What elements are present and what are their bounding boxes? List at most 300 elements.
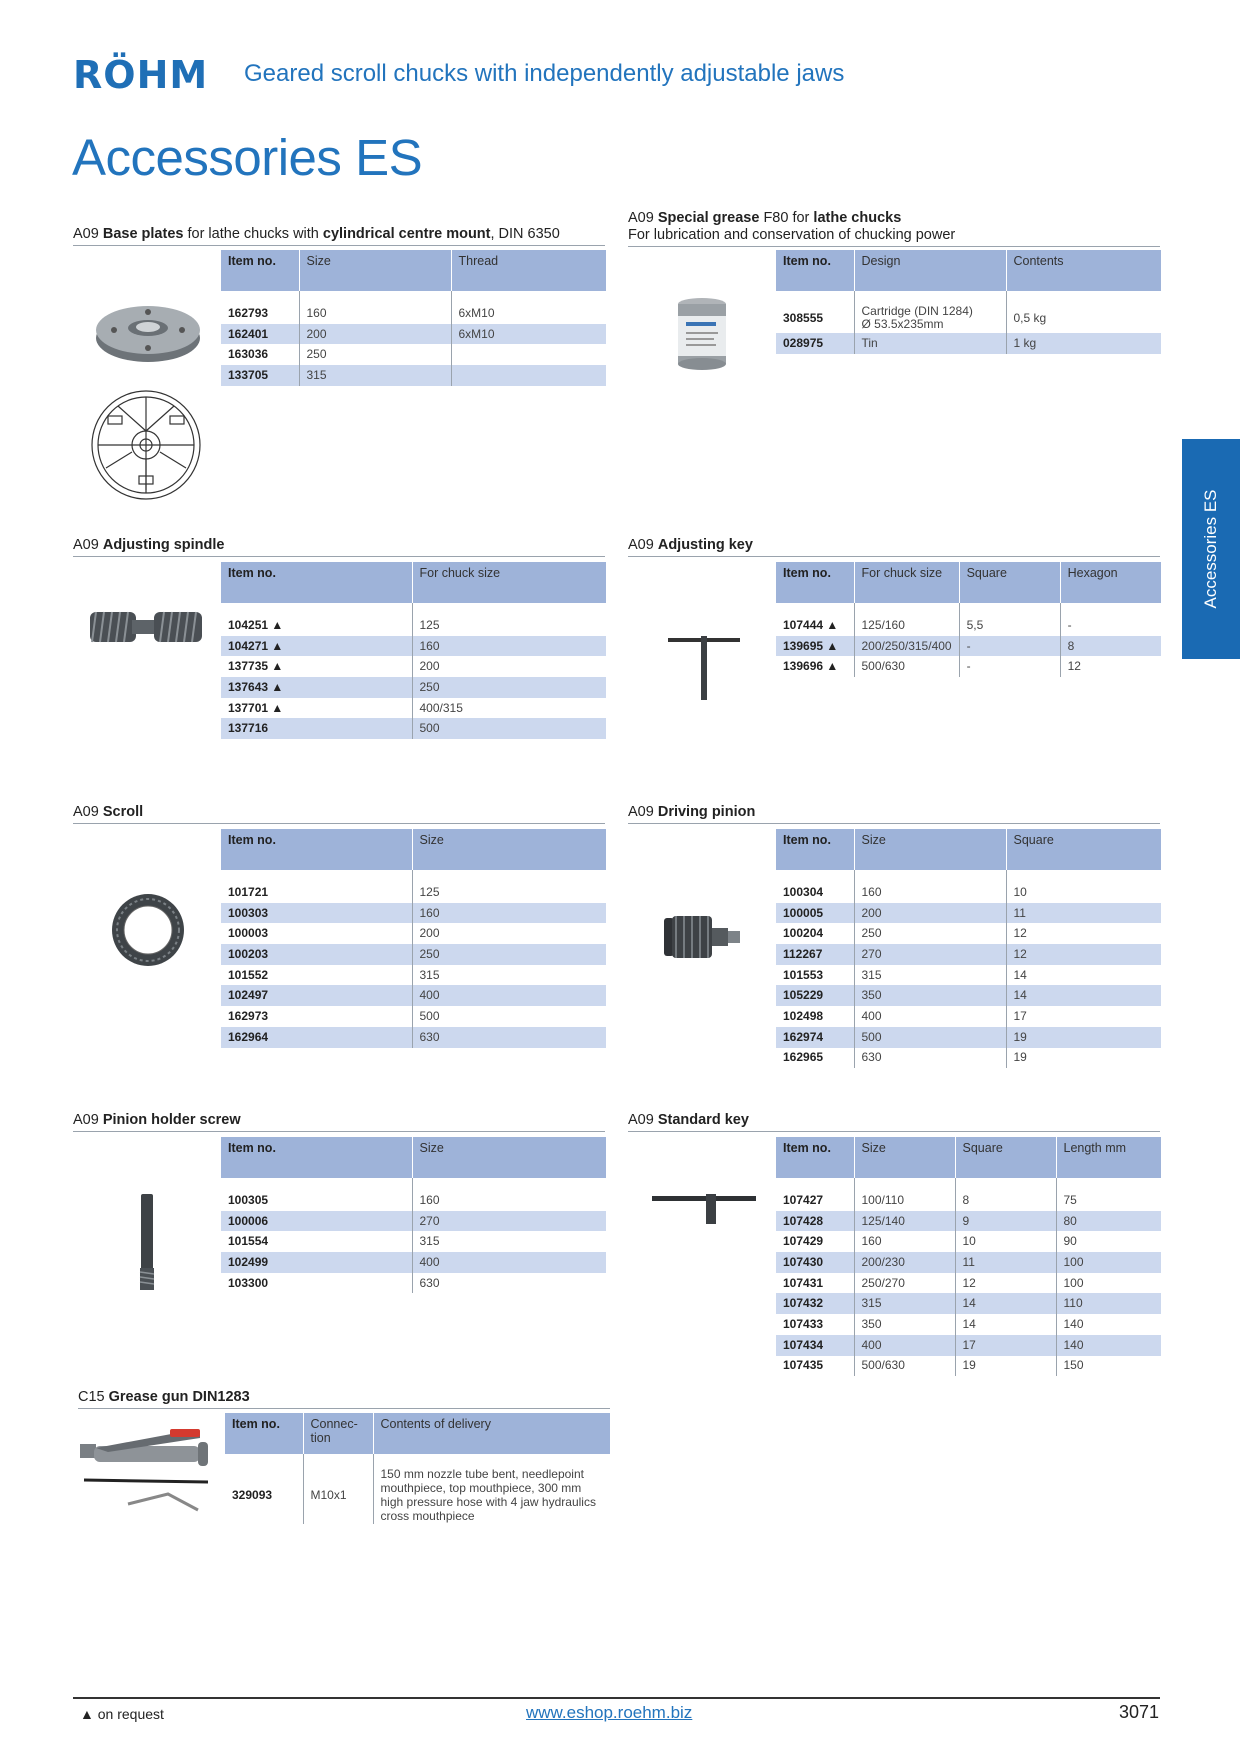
table-row [221,944,606,965]
table-cell: 500 [412,1006,606,1027]
roehm-logo [73,54,208,96]
table-row [776,1335,1161,1356]
table-cell: 100 [1056,1273,1161,1294]
col-size: Size [412,1137,606,1178]
table-header [221,250,606,291]
table-cell: 107434 [776,1335,854,1356]
table-row [221,870,606,882]
col-square: Square [955,1137,1056,1178]
section-standard-key [628,1112,1160,1132]
table-cell: 028975 [776,333,854,354]
section-title [628,1112,1160,1129]
table-row [776,965,1161,986]
section-grease-gun [78,1389,610,1409]
section-adjusting-key [628,537,1160,557]
table-cell: - [959,656,1060,677]
side-tab[interactable] [1182,439,1240,659]
holder-screw-image [138,1192,156,1294]
section-title-part: A09 [628,1112,654,1128]
section-special-grease [628,210,1160,247]
table-row [776,870,1161,882]
col-size: Size [299,250,451,291]
table-cell: 329093 [232,1487,273,1502]
table-row [776,882,1161,903]
table-row [221,985,606,1006]
table-cell: 17 [955,1335,1056,1356]
table-cell: 162964 [221,1027,412,1048]
table-row [221,324,606,345]
section-base-plates [73,226,605,246]
table-cell: 200 [412,656,606,677]
table-row [221,677,606,698]
table-cell: 5,5 [959,615,1060,636]
footer-rule [73,1697,1160,1699]
table-cell [221,1178,412,1190]
table-row [221,303,606,324]
table-cell: 11 [955,1252,1056,1273]
table-cell: 315 [854,965,1006,986]
adjusting-key-image [666,632,742,702]
table-header [221,1137,606,1178]
table-cell [221,870,412,882]
table-row [776,1006,1161,1027]
table-cell: 125/140 [854,1211,955,1232]
table-cell: 308555 [783,310,824,325]
table-row [776,1178,1161,1190]
section-title-part: Adjusting spindle [102,537,225,553]
table-row [776,333,1161,354]
col-square: Square [959,562,1060,603]
table-header [776,1137,1161,1178]
table-cell: - [1060,615,1161,636]
table-cell [1006,291,1161,303]
section-title-part: A09 [73,226,99,242]
section-rule [628,246,1160,247]
table-row [776,603,1161,615]
table-cell: 103300 [228,1275,269,1290]
table-cell: 630 [412,1027,606,1048]
grease-gun-image [78,1428,218,1514]
table-cell: 315 [854,1293,955,1314]
table-cell [451,291,606,303]
table-header [221,829,606,870]
table-grease-gun [225,1413,610,1524]
table-row [221,1252,606,1273]
scroll-image [110,892,186,968]
table-cell: 107444 ▲ [783,617,839,632]
table-cell: 100/110 [854,1190,955,1211]
table-cell: 137643 ▲ [221,677,412,698]
table-cell: 112267 [776,944,854,965]
section-rule [628,1131,1160,1132]
table-cell: 14 [1006,985,1161,1006]
table-cell: 160 [854,1231,955,1252]
table-row [776,1293,1161,1314]
table-cell [959,603,1060,615]
on-request-note: ▲ on request [80,1706,164,1722]
table-row [221,1178,606,1190]
section-scroll [73,804,605,824]
section-title-part: A09 [628,537,654,553]
col-chuck-size: For chuck size [412,562,606,603]
table-cell [1060,603,1161,615]
standard-key-image [650,1188,760,1228]
col-thread: Thread [451,250,606,291]
eshop-link[interactable]: www.eshop.roehm.biz [526,1703,693,1722]
table-cell: 100005 [776,903,854,924]
table-cell: 19 [1006,1027,1161,1048]
base-plate-drawing [88,386,204,504]
table-header [221,562,606,603]
table-cell: 107427 [783,1192,824,1207]
table-row [776,291,1161,303]
table-cell: Tin [854,333,1006,354]
table-cell: 11 [1006,903,1161,924]
section-title-part: C15 [78,1389,105,1405]
table-header [776,250,1161,291]
table-cell: 250 [412,677,606,698]
table-cell: 105229 [776,985,854,1006]
table-cell: 250 [412,944,606,965]
table-cell: 12 [1060,656,1161,677]
table-cell [221,291,299,303]
table-header [776,829,1161,870]
table-cell: 125 [412,882,606,903]
table-cell: 400/315 [412,698,606,719]
table-header [225,1413,610,1454]
table-cell: 250 [854,923,1006,944]
table-header [776,562,1161,603]
table-row [221,698,606,719]
section-title [628,537,1160,554]
table-cell: Cartridge (DIN 1284) Ø 53.5x235mm [854,303,1006,333]
table-row [221,718,606,739]
page-title: Accessories ES [72,129,423,186]
table-cell: 75 [1056,1190,1161,1211]
table-cell: 125/160 [854,615,959,636]
page-number: 3071 [1119,1702,1160,1722]
col-square: Square [1006,829,1161,870]
section-title-part: A09 [628,804,654,820]
table-cell: 630 [854,1048,1006,1069]
table-cell: 12 [1006,923,1161,944]
col-item-no: Item no. [776,829,854,870]
table-cell: 80 [1056,1211,1161,1232]
pinion-image [662,912,744,962]
table-cell: 400 [412,1252,606,1273]
table-cell [955,1178,1056,1190]
table-cell: 139696 ▲ [783,659,839,674]
table-cell [854,291,1006,303]
section-title-part: Scroll [102,804,144,820]
table-cell: 200 [854,903,1006,924]
section-title-part: Grease gun DIN1283 [108,1389,250,1405]
table-cell: 104251 ▲ [228,617,284,632]
table-cell: 270 [854,944,1006,965]
section-title-part: Standard key [657,1112,749,1128]
table-cell: 162965 [783,1050,824,1065]
section-title [78,1389,610,1406]
section-title [73,226,605,243]
table-cell: 100303 [221,903,412,924]
section-title-part: Base plates [102,226,184,242]
brand-wordmark: RÖHM [73,53,209,97]
table-standard-key [776,1137,1161,1376]
table-cell: 107429 [783,1234,824,1249]
table-cell [854,870,1006,882]
table-cell: 125 [412,615,606,636]
table-cell: 6xM10 [451,324,606,345]
table-adjusting-spindle [221,562,606,739]
table-cell: 102498 [783,1008,824,1023]
table-cell: 133705 [221,365,299,386]
col-chuck-size: For chuck size [854,562,959,603]
col-item-no: Item no. [221,562,412,603]
table-cell: 400 [412,985,606,1006]
col-hexagon: Hexagon [1060,562,1161,603]
table-cell: 350 [854,985,1006,1006]
table-pinion-holder-screw [221,1137,606,1293]
table-cell: 14 [955,1293,1056,1314]
table-cell: 100203 [221,944,412,965]
table-cell: 101553 [783,967,824,982]
section-pinion-holder-screw [73,1112,605,1132]
table-cell: 160 [412,636,606,657]
table-cell: 137701 ▲ [228,700,284,715]
section-title [73,1112,605,1129]
table-row [776,303,1161,333]
col-item-no: Item no. [221,829,412,870]
table-row [221,1231,606,1252]
table-row [221,882,606,903]
table-cell: 19 [955,1356,1056,1377]
section-description: For lubrication and conservation of chucking power [628,227,956,243]
table-special-grease [776,250,1161,354]
table-row [776,903,1161,924]
table-cell [776,603,854,615]
table-cell: 270 [412,1211,606,1232]
table-cell [776,870,854,882]
section-rule [73,823,605,824]
table-cell: 400 [854,1006,1006,1027]
section-adjusting-spindle [73,537,605,557]
table-cell: 150 mm nozzle tube bent, needlepoint mouthpiece, top mouthpiece, 300 mm high pressure hose with 4 jaw hydraulics cross mouthpiece [373,1466,610,1524]
table-cell: 315 [299,365,451,386]
table-cell: 100305 [228,1192,269,1207]
table-row [776,1027,1161,1048]
table-row [221,903,606,924]
table-adjusting-key [776,562,1161,677]
col-connection: Connec- tion [303,1413,373,1454]
section-title [73,804,605,821]
side-tab-label: Accessories ES [1201,489,1220,609]
table-cell: 17 [1006,1006,1161,1027]
table-cell: 107428 [776,1211,854,1232]
table-row [776,1273,1161,1294]
table-cell: 19 [1006,1048,1161,1069]
table-cell: 140 [1056,1335,1161,1356]
table-cell [299,291,451,303]
table-cell: 140 [1056,1314,1161,1335]
section-title [73,537,605,554]
section-rule [628,556,1160,557]
table-cell: 104271 ▲ [221,636,412,657]
table-cell [854,603,959,615]
section-title-part: cylindrical centre mount [322,226,491,242]
table-cell: 100304 [783,884,824,899]
table-cell: 107430 [776,1252,854,1273]
table-cell: 101721 [228,884,269,899]
table-cell: 100003 [228,926,269,941]
col-item-no: Item no. [221,250,299,291]
section-rule [73,556,605,557]
base-plate-image [92,292,204,372]
table-row [776,944,1161,965]
table-row [221,344,606,365]
table-cell: 137735 ▲ [228,659,284,674]
table-cell: 9 [955,1211,1056,1232]
table-row [776,656,1161,677]
table-cell: 630 [412,1273,606,1294]
table-cell: 107431 [783,1275,824,1290]
table-cell [776,291,854,303]
table-row [221,365,606,386]
table-cell: 139695 ▲ [776,636,854,657]
table-row [776,1252,1161,1273]
table-row [776,985,1161,1006]
table-cell: 107435 [783,1358,824,1373]
col-design: Design [854,250,1006,291]
table-cell: 12 [955,1273,1056,1294]
table-row [221,291,606,303]
table-cell: 160 [299,303,451,324]
table-cell: 163036 [228,347,269,362]
table-row [776,923,1161,944]
col-item-no: Item no. [776,250,854,291]
table-cell: 162793 [228,305,269,320]
section-rule [78,1408,610,1409]
table-row [221,603,606,615]
table-cell [412,603,606,615]
table-row [221,965,606,986]
table-cell: 14 [1006,965,1161,986]
table-cell: 101552 [228,967,269,982]
section-title-part: A09 [628,210,654,226]
table-cell: 137716 [221,718,412,739]
table-cell: 162401 [221,324,299,345]
col-contents: Contents of delivery [373,1413,610,1454]
table-row [221,1006,606,1027]
table-cell: 162974 [776,1027,854,1048]
table-cell: 150 [1056,1356,1161,1377]
table-row [221,656,606,677]
table-row [225,1466,610,1524]
table-cell [854,1178,955,1190]
table-base-plates [221,250,606,386]
table-row [221,636,606,657]
table-cell: 160 [412,903,606,924]
section-title-part: Special grease [657,210,760,226]
table-cell: 107433 [783,1316,824,1331]
table-cell [221,603,412,615]
table-cell: 500/630 [854,656,959,677]
table-row [776,1048,1161,1069]
table-cell [412,870,606,882]
table-cell: 10 [955,1231,1056,1252]
table-cell: 250 [299,344,451,365]
section-title [628,210,1160,227]
table-cell: 101554 [228,1234,269,1249]
section-title-part: A09 [73,804,99,820]
section-driving-pinion [628,804,1160,824]
table-cell: 500 [412,718,606,739]
table-cell: 8 [1060,636,1161,657]
section-rule [73,245,605,246]
table-cell: 102499 [221,1252,412,1273]
table-cell: 90 [1056,1231,1161,1252]
table-row [776,615,1161,636]
table-row [225,1454,610,1466]
table-cell: 200 [412,923,606,944]
table-cell: 100204 [783,926,824,941]
table-row [221,1273,606,1294]
section-rule [628,823,1160,824]
col-item-no: Item no. [221,1137,412,1178]
section-rule [73,1131,605,1132]
table-cell: 6xM10 [451,303,606,324]
table-cell: 0,5 kg [1006,303,1161,333]
table-cell: 10 [1006,882,1161,903]
table-row [776,1356,1161,1377]
table-cell: 400 [854,1335,955,1356]
table-row [221,1211,606,1232]
spindle-image [88,606,206,648]
table-cell: 200/230 [854,1252,955,1273]
table-cell: 102497 [221,985,412,1006]
table-row [776,1314,1161,1335]
table-cell: 160 [854,882,1006,903]
section-title-part: Pinion holder screw [102,1112,241,1128]
section-title-part: Driving pinion [657,804,756,820]
table-cell [451,365,606,386]
table-cell: 12 [1006,944,1161,965]
table-row [221,1190,606,1211]
table-row [221,615,606,636]
section-title-part: lathe chucks [813,210,902,226]
table-cell: 200/250/315/400 [854,636,959,657]
table-cell: 500 [854,1027,1006,1048]
table-cell: 100006 [221,1211,412,1232]
table-cell: 162973 [228,1008,269,1023]
table-row [776,1211,1161,1232]
grease-tin-image [676,296,728,372]
table-cell [1056,1178,1161,1190]
table-cell: 100 [1056,1252,1161,1273]
table-cell [1006,870,1161,882]
table-cell: M10x1 [303,1466,373,1524]
col-item-no: Item no. [225,1413,303,1454]
col-size: Size [412,829,606,870]
table-cell: 250/270 [854,1273,955,1294]
table-row [221,923,606,944]
section-title [628,804,1160,821]
col-size: Size [854,829,1006,870]
col-item-no: Item no. [776,562,854,603]
table-cell: 110 [1056,1293,1161,1314]
col-contents: Contents [1006,250,1161,291]
table-cell [303,1454,373,1466]
page-subtitle: Geared scroll chucks with independently adjustable jaws [244,60,845,87]
